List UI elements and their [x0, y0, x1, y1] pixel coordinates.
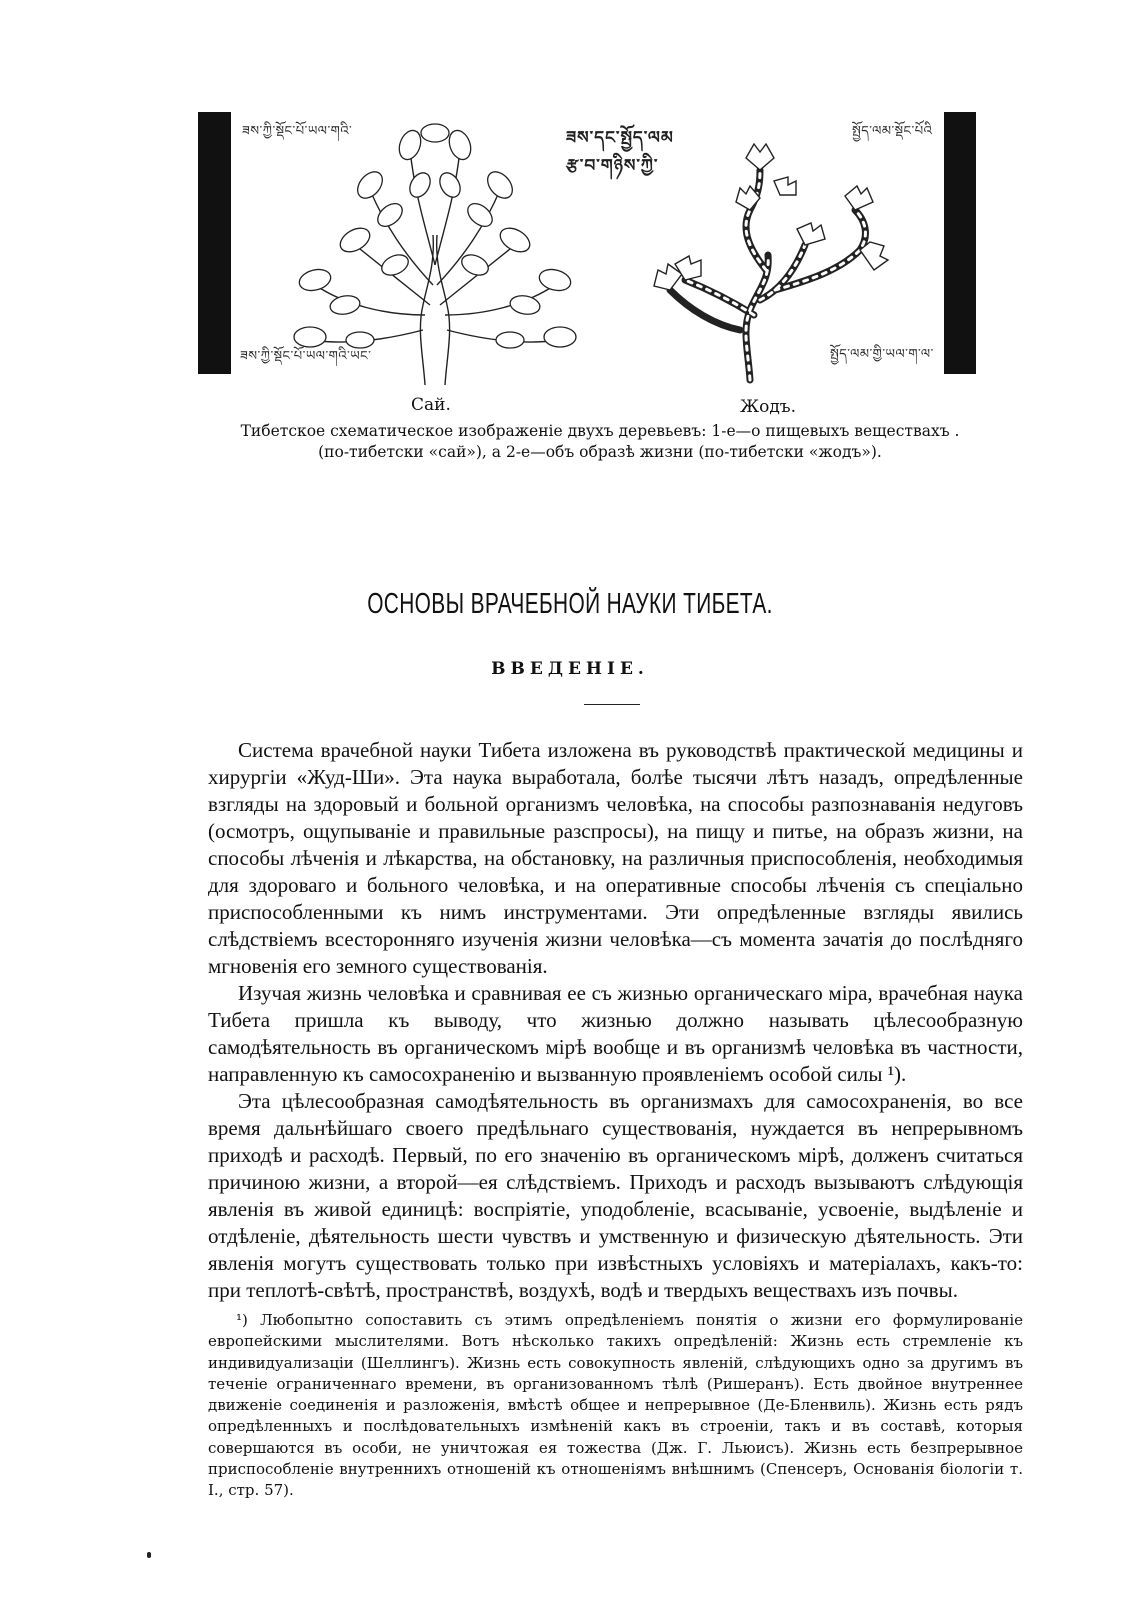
figure-caption-line-1: Тибетское схематическое изображеніе двухъ деревьевъ: 1-е—о пищевыхъ веществахъ .: [240, 422, 960, 440]
left-border-bar: [198, 112, 231, 374]
tibetan-left-top: ཟས་ཀྱི་སྡོང་པོ་ཡལ་གའི་: [242, 124, 353, 139]
footnote-text: ¹) Любопытно сопоставить съ этимъ опредѣленіемъ понятія о жизни его формулированіе европейскими мыслителями. Вотъ нѣсколько такихъ опредѣленій: Жизнь есть стремленіе къ индивидуализаціи (Шеллингъ). Жизнь есть совокупность явленій, слѣдующихъ одно за другимъ въ теченіе ограниченнаго времени, въ организованномъ тѣлѣ (Ришеранъ). Есть двойное внутреннее движеніе соединенія и разложенія, вмѣстѣ общее и непрерывное (Де-Бленвиль). Жизнь есть рядъ опредѣленныхъ и послѣдовательныхъ измѣненій какъ въ строеніи, такъ и въ составѣ, которыя совершаются въ особи, не уничтожая ея тожества (Дж. Г. Льюисъ). Жизнь есть безпрерывное приспособленіе внутреннихъ отношеній къ отношеніямъ внѣшнимъ (Спенсеръ, Основанія біологіи т. I., стр. 57).: [208, 1311, 1023, 1500]
footnote: [208, 1310, 1023, 1502]
label-sai: Сай.: [411, 395, 451, 415]
zhod-tree-illustration: [630, 140, 900, 380]
label-zhod: Жодъ.: [740, 397, 797, 417]
tibetan-left-bottom: ཟས་ཀྱི་སྡོང་པོ་ཡལ་གའི་ཡང་: [240, 349, 372, 364]
paragraph-2: Изучая жизнь человѣка и сравнивая ее съ жизнью органическаго міра, врачебная наука Тибета пришла къ выводу, что жизнью должно называть цѣлесообразную самодѣятельность въ органическомъ мірѣ вообще и въ организмѣ человѣка въ частности, направленную къ самосохраненію и вызванную проявленіемъ особой силы ¹).: [208, 981, 1023, 1086]
section-heading: ВВЕДЕНІЕ.: [491, 659, 649, 679]
paragraph-3: Эта цѣлесообразная самодѣятельность въ организмахъ для самосохраненія, во все время дальнѣйшаго своего предѣльнаго существованія, нуждается въ непрерывномъ приходѣ и расходѣ. Первый, по его значенію въ органическомъ мірѣ, долженъ считаться причиною жизни, а второй—ея слѣдствіемъ. Приходъ и расходъ вызываютъ слѣдующія явленія въ живой единицѣ: воспріятіе, уподобленіе, всасываніе, усвоеніе, выдѣленіе и отдѣленіе, дѣятельность шести чувствъ и умственную и физическую дѣятельность. Эти явленія могутъ существовать только при извѣстныхъ условіяхъ и матеріалахъ, какъ-то: при теплотѣ-свѣтѣ, пространствѣ, воздухѣ, водѣ и твердыхъ веществахъ изъ почвы.: [208, 1089, 1023, 1302]
page-title: ОСНОВЫ ВРАЧЕБНОЙ НАУКИ ТИБЕТА.: [367, 588, 773, 620]
tibetan-right-bottom: སྤྱོད་ལམ་གྱི་ཡལ་ག་ལ་: [830, 347, 934, 362]
figure-caption-line-2: (по-тибетски «сай»), а 2-е—объ образѣ жизни (по-тибетски «жодъ»).: [318, 443, 882, 461]
sai-tree-illustration: [285, 115, 585, 385]
tibetan-right-top: སྤྱོད་ལམ་སྡོང་པོའི: [852, 124, 933, 139]
heading-divider: [584, 704, 640, 705]
print-speck: [147, 1552, 151, 1558]
tibetan-center-2: རྩ་བ་གཉིས་ཀྱི་: [566, 156, 659, 176]
tibetan-center-1: ཟས་དང་སྤྱོད་ལམ: [566, 128, 674, 148]
right-border-bar: [944, 112, 976, 374]
body-text: [208, 737, 1023, 1304]
paragraph-1: Система врачебной науки Тибета изложена въ руководствѣ практической медицины и хирургіи «Жуд-Ши». Эта наука выработала, болѣе тысячи лѣтъ назадъ, опредѣленные взгляды на здоровый и больной организмъ человѣка, на способы разпознаванія недуговъ (осмотръ, ощупываніе и правильные разспросы), на пищу и питье, на образъ жизни, на способы лѣченія и лѣкарства, на обстановку, на различныя приспособленія, необходимыя для здороваго и больного человѣка, и на оперативные способы лѣченія съ спеціально приспособленными къ нимъ инструментами. Эти опредѣленные взгляды явились слѣдствіемъ всесторонняго изученія жизни человѣка—съ момента зачатія до послѣдняго мгновенія его земного существованія.: [208, 738, 1023, 978]
